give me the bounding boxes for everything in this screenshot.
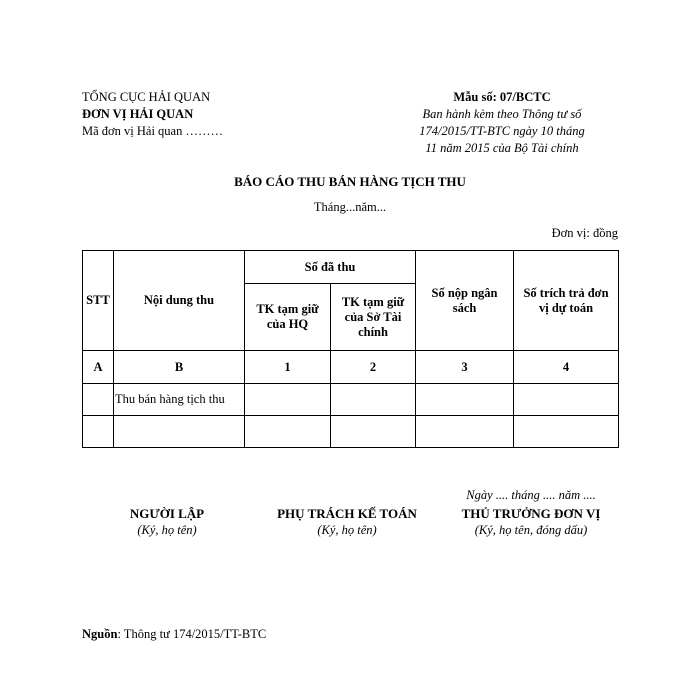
table-cell <box>83 416 114 448</box>
preparer-title: NGƯỜI LẬP <box>129 506 205 521</box>
report-title: BÁO CÁO THU BÁN HÀNG TỊCH THU <box>234 174 466 189</box>
signature-accountant <box>262 505 432 539</box>
header-unit-line-1: Số trích trả đơn <box>523 285 609 300</box>
header-content: Nội dung thu <box>114 251 245 351</box>
index-cell: A <box>83 351 114 384</box>
header-unit <box>514 251 619 351</box>
currency-unit: Đơn vị: đồng <box>551 226 618 240</box>
table-cell <box>331 416 416 448</box>
header-hq-account <box>245 284 331 351</box>
issued-line-1: Ban hành kèm theo Thông tư số <box>422 107 582 121</box>
header-hq-line-1: TK tạm giữ <box>256 302 319 316</box>
header-left <box>82 89 223 140</box>
row-content-cell: Thu bán hàng tịch thu <box>114 384 245 416</box>
header-budget-line-1: Số nộp ngân <box>431 285 498 300</box>
report-table <box>82 250 619 448</box>
table-cell <box>416 416 514 448</box>
header-stc-line-2: của Sở Tài <box>344 309 402 324</box>
head-title: THỦ TRƯỞNG ĐƠN VỊ <box>461 506 601 521</box>
source-label: Nguồn <box>82 627 118 641</box>
header-hq-line-2: của HQ <box>266 317 309 331</box>
table-cell <box>114 416 245 448</box>
table-row <box>83 416 619 448</box>
header-stc-line-1: TK tạm giữ <box>341 294 405 309</box>
table-index-row <box>83 351 619 384</box>
accountant-title: PHỤ TRÁCH KẾ TOÁN <box>277 506 417 521</box>
accountant-note: (Ký, họ tên) <box>317 523 377 537</box>
header-right <box>402 89 602 157</box>
table-cell <box>83 384 114 416</box>
table-cell <box>514 384 619 416</box>
table-cell <box>416 384 514 416</box>
unit-name: ĐƠN VỊ HẢI QUAN <box>82 107 194 121</box>
preparer-note: (Ký, họ tên) <box>137 523 197 537</box>
index-cell: 4 <box>514 351 619 384</box>
issued-line-2: 174/2015/TT-BTC ngày 10 tháng <box>419 124 585 138</box>
header-collected: Số đã thu <box>245 251 416 284</box>
table-cell <box>245 384 331 416</box>
index-cell: B <box>114 351 245 384</box>
issued-line-3: 11 năm 2015 của Bộ Tài chính <box>425 141 579 155</box>
table-header-row-1 <box>83 251 619 284</box>
signature-head <box>446 505 616 539</box>
source-text: : Thông tư 174/2015/TT-BTC <box>117 627 267 641</box>
table-cell <box>245 416 331 448</box>
form-number: Mẫu số: 07/BCTC <box>453 90 551 104</box>
header-stc-account <box>331 284 416 351</box>
signature-preparer <box>82 505 252 539</box>
agency-name: TỔNG CỤC HẢI QUAN <box>82 90 211 104</box>
header-stc-line-3: chính <box>358 324 388 339</box>
head-note: (Ký, họ tên, đóng dấu) <box>474 523 588 537</box>
table-cell <box>331 384 416 416</box>
table-cell <box>514 416 619 448</box>
index-cell: 3 <box>416 351 514 384</box>
source-line <box>82 627 266 642</box>
index-cell: 2 <box>331 351 416 384</box>
header-unit-line-2: vị dự toán <box>538 300 594 315</box>
header-budget-line-2: sách <box>452 300 477 315</box>
header-stt: STT <box>83 251 114 351</box>
table-row <box>83 384 619 416</box>
unit-code-line: Mã đơn vị Hải quan ……… <box>82 124 223 138</box>
header-budget <box>416 251 514 351</box>
index-cell: 1 <box>245 351 331 384</box>
report-period: Tháng...năm... <box>313 200 387 214</box>
signature-date-line: Ngày .... tháng .... năm .... <box>466 488 596 502</box>
